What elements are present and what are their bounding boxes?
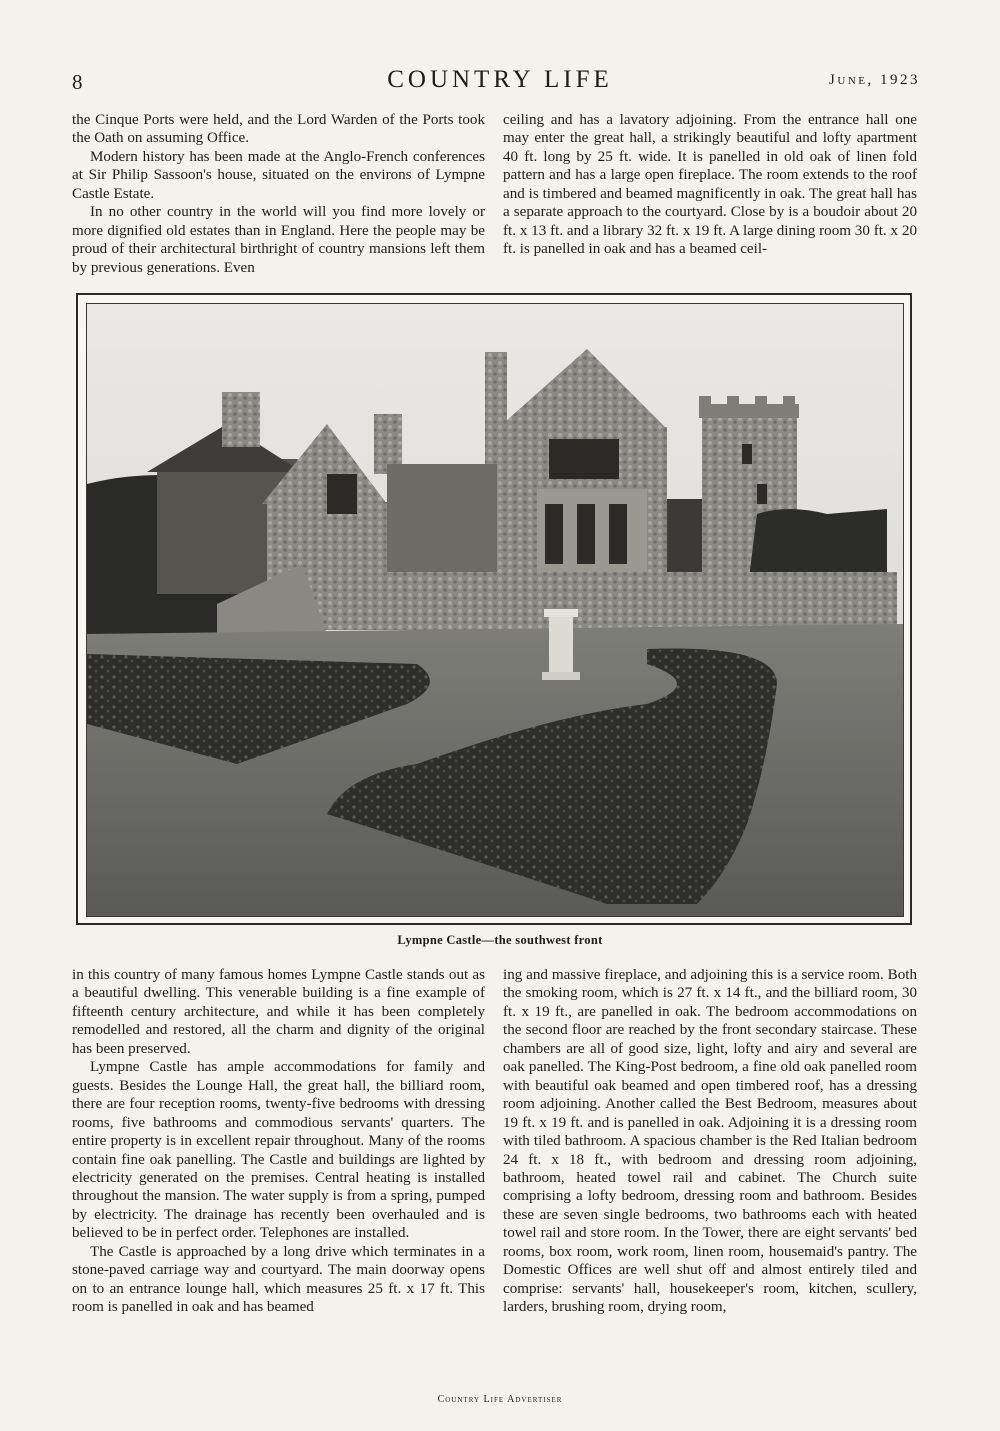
photo-frame — [76, 293, 912, 925]
castle-photograph — [86, 303, 904, 917]
top-left-column — [72, 111, 485, 277]
paragraph: in this country of many famous homes Lympne Castle stands out as a beautiful dwelling. This venerable building is a fine example of fifteenth century architecture, and while it has been completely remodelled and restored, all the charm and dignity of the original has been preserved. — [72, 967, 485, 1057]
paragraph: ing and massive fireplace, and adjoining this is a service room. Both the smoking room, which is 27 ft. x 14 ft., and the billiard room, 30 ft. x 19 ft., are panelled in oak. The bedroom accommodations on the second floor are reached by the front secondary staircase. These chambers are all of good size, light, lofty and airy and several are oak panelled. The King-Post bedroom, a fine old oak panelled room with beautiful oak beamed and open timbered roof, has a dressing room adjoining. Another called the Best Bedroom, measures about 19 ft. x 19 ft. and is panelled in oak. Adjoining it is a dressing room with tiled bathroom. A spacious chamber is the Red Italian bedroom 24 ft. x 18 ft., with bedroom and dressing room adjoining, bathroom, heated towel rail and cabinet. The Church suite comprising a lofty bedroom, dressing room and bathroom. Besides these are seven single bedrooms, two bathrooms each with heated towel rail and store room. In the Tower, there are eight servants' bed rooms, box room, work room, linen room, housemaid's pantry. The Domestic Offices are well shut off and almost entirely tiled and comprise: servants' hall, housekeeper's room, kitchen, scullery, larders, brushing room, drying room, — [503, 967, 917, 1316]
paragraph: The Castle is approached by a long drive which terminates in a stone-paved carriage way and courtyard. The main doorway opens on to an entrance lounge hall, which measures 25 ft. x 17 ft. This room is panelled in oak and has beamed — [72, 1243, 485, 1316]
castle-photo-illustration — [87, 304, 903, 916]
bottom-right-column — [503, 966, 917, 1317]
masthead-title: COUNTRY LIFE — [387, 66, 613, 93]
paragraph: ceiling and has a lavatory adjoining. From the entrance hall one may enter the great hall, a strikingly beautiful and lofty apartment 40 ft. long by 25 ft. wide. It is panelled in old oak of linen fold pattern and has a large open fireplace. The room extends to the roof and is timbered and beamed magnificently in oak. The great hall has a separate approach to the courtyard. Close by is a boudoir about 20 ft. x 13 ft. and a library 32 ft. x 19 ft. A large dining room 30 ft. x 20 ft. is panelled in oak and has a beamed ceil- — [503, 112, 917, 258]
paragraph: the Cinque Ports were held, and the Lord Warden of the Ports took the Oath on assuming Office. — [72, 112, 485, 147]
paragraph: Modern history has been made at the Anglo-French conferences at Sir Philip Sassoon's house, situated on the environs of Lympne Castle Estate. — [72, 148, 485, 202]
page-number: 8 — [72, 70, 83, 94]
photo-caption: Lympne Castle—the southwest front — [397, 933, 603, 947]
paragraph: In no other country in the world will you find more lovely or more dignified old estates than in England. Here the people may be proud of their architectural birthright of country mansions left them by previous generations. Even — [72, 204, 485, 276]
paragraph: Lympne Castle has ample accommodations for family and guests. Besides the Lounge Hall, the great hall, the billiard room, there are four reception rooms, twenty-five bedrooms with dressing rooms, five bathrooms and commodious servants' quarters. The entire property is in excellent repair throughout. Many of the rooms contain fine oak panelling. The Castle and buildings are lighted by electricity generated on the premises. Central heating is installed throughout the mansion. The water supply is from a spring, pumped by electricity. The drainage has recently been overhauled and is believed to be in perfect order. Telephones are installed. — [72, 1059, 485, 1242]
footer-advertiser: Country Life Advertiser — [437, 1394, 563, 1405]
top-right-column — [503, 111, 917, 259]
bottom-left-column — [72, 966, 485, 1317]
issue-date: June, 1923 — [829, 72, 920, 88]
